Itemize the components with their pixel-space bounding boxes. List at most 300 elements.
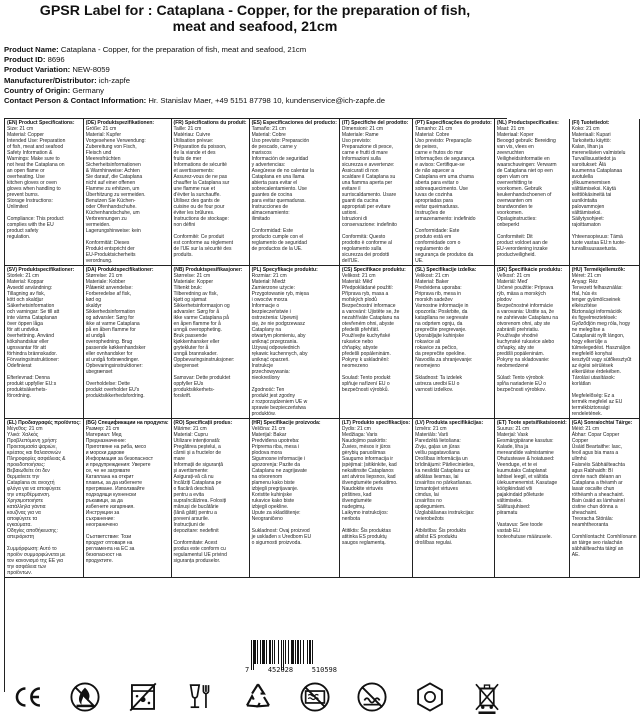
spec-cell-line: Säkerhetsinformation xyxy=(7,303,55,309)
spec-cell-line: non défini xyxy=(173,222,196,228)
spec-cell-line: Uzglabāšanas instrukcijas: xyxy=(415,510,475,516)
spec-cell-line: mořských plodů xyxy=(341,297,377,303)
spec-cell-line: appropriati per evitare xyxy=(341,204,391,210)
spec-cell-line: conformidade com o xyxy=(415,240,461,246)
spec-cell-line: vastab ELi xyxy=(496,528,521,534)
spec-cell-line: lahtisel leegil, et vältida xyxy=(496,474,549,480)
spec-cell-line: atklātas liesmas, lai xyxy=(415,474,459,480)
spec-cell-line: carne e frutos do mar xyxy=(415,150,463,156)
spec-cell-line: az égési sérülések xyxy=(571,363,614,369)
spec-cell-line: kuchynské rukavice alebo xyxy=(496,339,555,345)
spec-cell-line: sicurezza dei prodotti xyxy=(341,252,390,258)
spec-cell-line: την ασφάλεια των xyxy=(7,564,47,570)
spec-cell-line: otevřeném ohni, abyste xyxy=(341,321,394,327)
spec-cell-line: Vastavus: See toode xyxy=(496,522,543,528)
spec-cell xyxy=(172,119,250,266)
spec-cell-line: Navodila za shranjevanje: xyxy=(415,357,473,363)
spec-cell-line: unngå brannskader. xyxy=(173,351,218,357)
spec-cell-line: zeevruchten xyxy=(496,150,525,156)
spec-cell-line: uniknąć przegrzania. xyxy=(251,339,298,345)
spec-cell-line: neribota xyxy=(341,516,360,522)
spec-cell-line: Naudokite virtuvės xyxy=(341,486,384,492)
spec-cell-line: rukavice kako biste xyxy=(251,498,295,504)
spec-cell-line: keukenhandschoenen of xyxy=(496,192,552,198)
spec-cell-line: Safety Information & xyxy=(7,150,53,156)
spec-cell-line: spĺňa nariadenie EÚ o xyxy=(496,381,547,387)
spec-cell-line: kjøkkenhansker eller xyxy=(173,339,220,345)
spec-cell-line: kökshandskar eller xyxy=(7,339,49,345)
spec-cell-line: Používajte vhodné xyxy=(496,333,538,339)
spec-cell-line: zabránili prehriatiu. xyxy=(496,327,540,333)
spec-cell-line: Verbrennungen zu xyxy=(85,216,127,222)
spec-cell-line: Χρησιμοποιήστε xyxy=(7,498,44,504)
spec-cell-line: välttämiseksi. xyxy=(571,210,602,216)
spec-cell-line: Veličina: 21 cm xyxy=(251,426,286,432)
spec-cell-line: Cataplana en una llama xyxy=(251,174,305,180)
spec-cell-line: ovenwanten om xyxy=(496,198,533,204)
spec-cell-heading: (IT) Specifiche del prodotto: xyxy=(341,120,409,126)
spec-cell-line: kød og xyxy=(85,297,102,303)
spec-cell-line: Material: Cupru xyxy=(173,432,208,438)
spec-cell-line: och varningar: Se till att xyxy=(7,309,60,315)
spec-cell-line: almacenamiento: xyxy=(251,210,290,216)
spec-cell-line: grytekluter for å xyxy=(173,345,209,351)
spec-cell-line: supraîncălzirea. Folosiți xyxy=(173,498,227,504)
spec-cell-line: Zgodność: Ten xyxy=(251,387,285,393)
spec-cell-line: Produkt entspricht der xyxy=(85,246,135,252)
spec-cell-line: κουζίνας για να xyxy=(7,510,41,516)
spec-cell-line: προειδοποιήσεις: xyxy=(7,462,46,468)
spec-cell-line: dell'UE. xyxy=(341,258,359,264)
spec-cell-line: avotulella xyxy=(571,174,593,180)
spec-cell-line: chňapky, abyste xyxy=(341,345,378,351)
spec-cell-line: ubegrænset xyxy=(85,369,113,375)
spec-cell-line: rękawic kuchennych, aby xyxy=(251,351,308,357)
spec-cell-heading: (FI) Tuotetiedot: xyxy=(571,120,610,126)
spec-cell-line: Størrelse: 21 cm xyxy=(173,273,211,279)
spec-cell-line: o flacără deschisă xyxy=(173,486,214,492)
spec-cell-line: ylikuumenemisen xyxy=(571,180,611,186)
spec-cell-line: съхранение: xyxy=(85,516,115,522)
spec-cell-line: rýb, mäsa a morských xyxy=(496,291,546,297)
spec-cell-line: θερμαίνετε την xyxy=(7,474,40,480)
spec-cell-line: splňuje nařízení EU o xyxy=(341,381,390,387)
spec-cell-line: Conformité: Ce produit xyxy=(173,234,224,240)
spec-cell-line: Tárolási utasítások: xyxy=(571,375,616,381)
spec-cell-heading: (NB) Produktspesifikasjoner: xyxy=(173,267,243,273)
spec-cell-line: evitar queimaduras. xyxy=(415,204,460,210)
spec-cell-line: surriscaldamento. Usare xyxy=(341,192,397,198)
spec-cell-line: pajakindaid põletuste xyxy=(496,492,544,498)
country-of-origin-row: Country of Origin: Germany xyxy=(4,85,104,95)
spec-cell-line: Turvallisuustiedot ja xyxy=(571,156,616,162)
spec-cell-heading: (LT) Produkto specifikacijos: xyxy=(341,420,411,426)
spec-cell-line: bezpečnosti výrobků. xyxy=(341,387,389,393)
spec-cell-line: ülekuumenemist. Kasutage xyxy=(496,480,558,486)
spec-cell-line: Mărime: 21 cm xyxy=(173,426,207,432)
spec-cell-line: Conformitate: Acest xyxy=(173,540,218,546)
spec-cell-heading: (SL) Specifikacije izdelka: xyxy=(415,267,477,273)
spec-cell-line: producto cumple con el xyxy=(251,234,304,240)
spec-cell-line: Warnings: Make sure to xyxy=(7,156,60,162)
spec-cell-line: cărnii și a fructelor de xyxy=(173,450,222,456)
spec-cell-line: ustioni. xyxy=(341,210,358,216)
spec-cell-line: nekaitinsite Cataplanos xyxy=(341,468,394,474)
spec-cell-line: κρέατος και θαλασσινών xyxy=(7,450,61,456)
spec-cell-line: produs este conform cu xyxy=(173,546,226,552)
spec-cell-line: köögikindaid või xyxy=(496,486,533,492)
spec-cell-heading: (PL) Specyfikacje produktu: xyxy=(251,267,318,273)
spec-cell-line: Používejte kuchyňské xyxy=(341,333,391,339)
spec-cell-line: Størrelse: 21 cm xyxy=(85,273,123,279)
spec-cell-line: Utilisation prévue: xyxy=(173,138,214,144)
food-safe-glass-fork-icon xyxy=(182,679,218,715)
spec-cell-line: oppfyller EUs xyxy=(173,381,204,387)
spec-cell-line: open vlam om xyxy=(496,174,529,180)
spec-cell-line: kjøtt og sjømat xyxy=(173,297,207,303)
spec-cell-line: éviter les brûlures. xyxy=(173,210,215,216)
spec-cell-line: Material: Baker xyxy=(415,279,449,285)
spec-cell-line: Размер: 21 cm xyxy=(85,426,120,432)
spec-cell-line: siguranța produselor. xyxy=(173,558,221,564)
spec-cell-heading: (ES) Especificaciones del producto: xyxy=(251,120,337,126)
spec-cell-line: Приготвяне на риба, месо xyxy=(85,444,147,450)
spec-cell-line: para evitar quemaduras. xyxy=(251,198,306,204)
spec-cell-line: и предупреждения: Уверете xyxy=(85,462,151,468)
spec-cell-line: EU-verordening inzake xyxy=(496,246,548,252)
spec-cell-line: a varování: Ujistěte se, že xyxy=(341,309,400,315)
spec-cell-line: voorkomen. Gebruik xyxy=(496,186,542,192)
spec-cell-line: Priprema riba, mesa i xyxy=(251,444,300,450)
spec-cell-line: Opbevaringsinstruktioner: xyxy=(85,363,143,369)
spec-cell-line: се, че не загрявате xyxy=(85,468,131,474)
spec-cell-line: product voldoet aan de xyxy=(496,240,548,246)
spec-cell xyxy=(570,266,640,419)
spec-cell-line: över öppen låga xyxy=(7,321,43,327)
spec-cell xyxy=(250,419,340,578)
spec-cell-line: Προβλεπόμενη χρήση: xyxy=(7,438,58,444)
spec-cell-line: otvorenom ohni, aby ste xyxy=(496,321,551,327)
spec-cell-line: Προετοιμασία ψαριών, xyxy=(7,444,57,450)
spec-cell-line: tuote vastaa EU:n tuote- xyxy=(571,240,626,246)
spec-cell-line: κατάλληλα γάντια xyxy=(7,504,46,510)
spec-cell-line: of fish, meat and seafood xyxy=(7,144,64,150)
spec-cell-line: at undgå forbrændinger. xyxy=(85,357,140,363)
barcode-digits xyxy=(245,666,337,674)
spec-cell-line: de Cataplana niet op een xyxy=(496,168,553,174)
spec-cell-line: Förvaringsinstruktioner: xyxy=(7,357,60,363)
spec-cell-line: Materiale: Rame xyxy=(341,132,379,138)
spec-cell-heading: (CS) Specifikace produktu: xyxy=(341,267,406,273)
spec-cell-line: Eesmärgipärane kasutus: xyxy=(496,438,554,444)
spec-cell-line: en åpen flamme for å xyxy=(173,321,221,327)
spec-cell-line: Anyag: Réz xyxy=(571,279,598,285)
recycling-icon xyxy=(240,679,276,715)
spec-cell-line: (lână gătit) pentru a xyxy=(173,510,217,516)
spec-cell-line: neamhtheoranta xyxy=(571,522,609,528)
spec-cell-line: Conformiteit: Dit xyxy=(496,234,533,240)
spec-cell-line: Atbilstība: Šis produkts xyxy=(415,528,467,534)
spec-cell-line: neomezeno xyxy=(341,363,369,369)
spec-cell-line: conservazione: indefinito xyxy=(341,222,397,228)
label-title xyxy=(0,3,510,35)
spec-cell-line: an open flame or xyxy=(7,168,45,174)
spec-cell-line: voorkomen. xyxy=(496,210,523,216)
spec-cell-line: Utilisez des gants de xyxy=(173,198,220,204)
spec-cell-line: hogy elkerülje a xyxy=(571,339,607,345)
spec-cell-line: Méret: 21 cm xyxy=(571,273,601,279)
spec-cell-line: i owoców morza xyxy=(251,297,288,303)
language-specifications-grid xyxy=(4,118,637,692)
spec-cell-heading: (FR) Spécifications du produit: xyxy=(173,120,247,126)
spec-cell-line: turvallisuusasetusta. xyxy=(571,246,618,252)
spec-cell-line: Sukladnost: Ovaj proizvod xyxy=(251,528,310,534)
spec-cell-line: preveni arsurile. xyxy=(173,516,210,522)
spec-cell-line: regulamento de xyxy=(415,246,450,252)
spec-cell-line: Storlek: 21 cm xyxy=(7,273,39,279)
spec-cell-line: d'éviter la surchauffe. xyxy=(173,192,221,198)
spec-cell-line: Ábhar: Copar Copper xyxy=(571,432,620,438)
spec-cell-line: Tilberedning av fisk, xyxy=(173,291,218,297)
spec-cell-line: segurança de produtos da xyxy=(415,252,474,258)
spec-cell-line: Varnostne informacije in xyxy=(415,303,469,309)
spec-cell-line: Medžiaga: Varis xyxy=(341,432,378,438)
spec-cell-line: Matériau: Cuivre xyxy=(173,132,211,138)
spec-cell-line: Préparation du poisson, xyxy=(173,144,227,150)
spec-cell xyxy=(413,119,495,266)
spec-cell-line: Bezpečnostné informácie xyxy=(496,303,553,309)
spec-cell-line: Rozmiar: 21 cm xyxy=(251,273,287,279)
spec-cell-line: Instruções de xyxy=(415,210,446,216)
spec-cell-line: kitchen gloves or oven xyxy=(7,180,57,186)
spec-cell-line: velšu pagatavošana xyxy=(415,450,460,456)
spec-cell-heading: (SV) Produktspecifikationer: xyxy=(7,267,75,273)
spec-cell-line: Vorgesehene Verwendung: xyxy=(85,138,146,144)
spec-cell-line: Uso previsto: Preparación xyxy=(251,138,310,144)
spec-cell-line: Dydis: 21 cm xyxy=(341,426,371,432)
spec-cell-line: y advertencias: xyxy=(251,162,286,168)
spec-cell-line: morskih sadežev xyxy=(415,297,453,303)
spec-cell-line: Assicurati di non xyxy=(341,168,379,174)
weee-bin-icon xyxy=(469,679,505,715)
spec-cell-line: Cataplanát nyílt lángon, xyxy=(571,333,625,339)
spec-cell-line: oververhitting te xyxy=(496,180,533,186)
spec-cell-line: at undgå xyxy=(85,333,106,339)
spec-cell-line: brīdinājumi: Pārliecinieties, xyxy=(415,462,475,468)
spec-cell-line: Informacje o xyxy=(251,303,280,309)
spec-cell-line: Materiál: Meď xyxy=(496,279,528,285)
spec-cell-line: předešli přehřátí. xyxy=(341,327,380,333)
spec-cell-line: merenelävien valmistelu xyxy=(571,150,626,156)
spec-cell-line: vermeiden. xyxy=(85,222,111,228)
spec-cell-line: opozorila: Poskrbite, da xyxy=(415,309,468,315)
spec-cell-line: gloves when handling to xyxy=(7,186,61,192)
spec-cell-line: elkészítése xyxy=(571,303,597,309)
spec-cell-line: Ohutusteave & hoiatused: xyxy=(496,456,555,462)
spec-cell-line: Uso previsto: Preparação xyxy=(415,138,472,144)
spec-cell-line: prodotto è conforme al xyxy=(341,240,392,246)
spec-cell-line: Samsvar: Dette produktet xyxy=(173,375,231,381)
spec-cell-line: φλόγα για να αποφύγετε xyxy=(7,486,61,492)
spec-cell-line: Upute za skladištenje: xyxy=(251,510,301,516)
spec-cell xyxy=(172,419,250,578)
spec-cell-line: Uso previsto: xyxy=(341,138,372,144)
ce-mark-icon xyxy=(10,679,46,715)
spec-cell-line: plamenu kako biste xyxy=(251,480,295,486)
spec-cell-line: Lagerungshinweise: kein xyxy=(85,228,141,234)
spec-cell-line: Катаплана на открит xyxy=(85,474,134,480)
spec-cell-line: Méid: 21 cm xyxy=(571,426,599,432)
spec-cell-line: és figyelmeztetések: xyxy=(571,315,618,321)
spec-cell-line: varnosti izdelkov. xyxy=(415,387,454,393)
spec-cell-line: Uporabljajte kuhinjske xyxy=(415,333,465,339)
spec-cell-line: Materijal: Bakar xyxy=(251,432,287,438)
spec-cell-heading: (ET) Toote spetsifikatsioonid: xyxy=(496,420,567,426)
spec-cell-line: Veiligheidsinformatie en xyxy=(496,156,550,162)
spec-cell-line: się, że nie podgrzewasz xyxy=(251,321,305,327)
spec-cell xyxy=(84,266,172,419)
spec-cell-line: Flamme zu erhitzen, um xyxy=(85,186,140,192)
spec-cell-line: une flamme nue et xyxy=(173,186,215,192)
spec-cell-line: cuisine ou de four pour xyxy=(173,204,225,210)
spec-cell-line: εγκαύματα. xyxy=(7,522,32,528)
spec-cell-line: oder Ofenhandschuhe. xyxy=(85,204,137,210)
spec-cell-line: na odprtem ognju, da xyxy=(415,321,463,327)
spec-cell-line: e avisos: Certifique-se xyxy=(415,162,465,168)
spec-cell-line: produktsikkerhedsfordring. xyxy=(85,393,145,399)
spec-cell-line: przechowywania: xyxy=(251,369,290,375)
spec-cell-line: Izmantojiet virtuves xyxy=(415,486,458,492)
spec-cell xyxy=(495,419,570,578)
spec-cell-line: Información de seguridad xyxy=(251,156,309,162)
spec-cell-line: rendeletének. xyxy=(571,411,603,417)
spec-cell-line: evitare il xyxy=(341,186,361,192)
spec-cell-line: chňapky, aby ste xyxy=(496,345,534,351)
spec-cell xyxy=(570,419,640,578)
spec-cell-line: Naudojimo paskirtis: xyxy=(341,438,387,444)
spec-cell-line: a varovania: Uistite sa, že xyxy=(496,309,555,315)
spec-cell-heading: (DE) Produktspezifikationen: xyxy=(85,120,155,126)
spec-cell-line: Overholdelse: Dette xyxy=(85,381,130,387)
spec-cell-line: Materiaal: Koper xyxy=(496,132,534,138)
spec-cell-line: Faisnéis Sábháilteachta xyxy=(571,462,625,468)
spec-cell-line: Предназначение: xyxy=(85,438,127,444)
spec-cell-line: regolamento sulla xyxy=(341,246,382,252)
spec-cell-line: luvas de cozinha xyxy=(415,192,453,198)
spec-cell-line: sheachaint. xyxy=(571,510,598,516)
spec-cell-line: Pokyny na skladovanie: xyxy=(496,357,550,363)
spec-cell-line: Meeresfrüchten xyxy=(85,156,121,162)
spec-cell-line: på en åben flamme for xyxy=(85,327,136,333)
spec-cell-line: Sikkerhedsinformation xyxy=(85,309,136,315)
spec-cell-line: varoitukset: Älä xyxy=(571,162,606,168)
spec-cell-line: feoil agus bia mara a xyxy=(571,450,619,456)
spec-cell-line: plodova mora xyxy=(251,450,282,456)
spec-cell-line: mereandide valmistamine xyxy=(496,450,554,456)
spec-cell-line: nieokreślony xyxy=(251,375,280,381)
spec-cell-heading: (LV) Produkta specifikācijas: xyxy=(415,420,484,426)
spec-cell-line: Material: Cobre xyxy=(415,132,450,138)
spec-cell-line: Biztonsági információk xyxy=(571,309,622,315)
spec-cell-line: otwartym płomieniu, aby xyxy=(251,333,306,339)
spec-cell-line: sobreaquecimento. Use xyxy=(415,186,468,192)
spec-cell-line: inte värma Cataplanan xyxy=(7,315,58,321)
spec-cell-line: da preprečite opekline. xyxy=(415,351,466,357)
spec-cell-line: izbjegli pregrijavanje. xyxy=(251,486,299,492)
spec-cell-line: vältimiseks. xyxy=(496,498,523,504)
spec-cell-line: Predviđena upotreba: xyxy=(251,438,300,444)
spec-cell-line: Tervezett felhasználás: xyxy=(571,285,623,291)
spec-cell-line: Bezpečnostní informace xyxy=(341,303,396,309)
spec-cell-line: Bruk passende xyxy=(173,333,207,339)
spec-cell-line: Material: Copper xyxy=(7,132,44,138)
spec-cell-line: armazenamento: indefinido xyxy=(415,216,476,222)
spec-cell-line: Paredzētā lietošana: xyxy=(415,438,461,444)
spec-cell-line: ne melegítse a xyxy=(571,327,605,333)
spec-cell-line: produktów. xyxy=(251,411,276,417)
spec-cell-line: įspėjimai: Įsitikinkite, kad xyxy=(341,462,397,468)
spec-cell-heading: (HR) Specifikacije proizvoda: xyxy=(251,420,321,426)
spec-cell-line: Skladnost: Ta izdelek xyxy=(415,375,463,381)
spec-cell-line: reglamento de seguridad xyxy=(251,240,307,246)
spec-cell-line: Säilitusjuhised: xyxy=(496,504,531,510)
spec-cell-line: uniknąć oparzeń. xyxy=(251,357,290,363)
spec-cell xyxy=(340,266,413,419)
barcode-digits-left: 452028 xyxy=(267,666,294,674)
spec-cell-line: Size: 21 cm xyxy=(7,126,34,132)
spec-cell-line: ullmhú xyxy=(571,456,587,462)
spec-cell xyxy=(340,419,413,578)
spec-cell-line: Informații de siguranță xyxy=(173,462,224,468)
spec-cell-line: избегнете изгаряния. xyxy=(85,504,135,510)
spec-cell-line: neobmedzené xyxy=(496,363,529,369)
spec-cell-line: fruits de mer xyxy=(173,156,202,162)
spec-cell-line: ubegrenset xyxy=(173,363,199,369)
spec-cell-line: kesztyűt vagy sütőkesztyűt xyxy=(571,357,632,363)
spec-cell-line: overophedning. Brug xyxy=(85,339,133,345)
spec-cell-line: et avertissements: xyxy=(173,168,215,174)
spec-cell-line: Velikost: 21 cm xyxy=(341,273,376,279)
spec-cell-line: Maat: 21 cm xyxy=(496,126,525,132)
symbol-row xyxy=(10,677,505,717)
spec-cell-line: sprawie bezpieczeństwa xyxy=(251,405,306,411)
spec-cell-line: lasair oscailte chun xyxy=(571,486,615,492)
spec-cell-line: Sikkerhetsinformasjon og xyxy=(173,303,230,309)
spec-cell-line: brandwonden te xyxy=(496,204,533,210)
spec-cell-line: Copper xyxy=(571,438,589,444)
barcode-bar xyxy=(313,640,314,664)
spec-cell-line: tooteohutuse määrusele. xyxy=(496,534,552,540)
spec-cell-line: keittiökäsineitä tai xyxy=(571,192,612,198)
spec-cell-line: rokavice za pečico, xyxy=(415,345,458,351)
spec-cell-line: & Warnhinweise: Achten xyxy=(85,168,140,174)
spec-cell-line: scaldare il Cataplana su xyxy=(341,174,396,180)
spec-cell-line: de peixes, xyxy=(415,144,438,150)
spec-cell-line: την υπερθέρμανση. xyxy=(7,492,51,498)
spec-cell-line: Saugumo informacija ir xyxy=(341,456,394,462)
spec-cell-line: neomejeno xyxy=(415,363,440,369)
spec-cell-line: Sigurnosne informacije i xyxy=(251,456,305,462)
spec-cell-line: produktsikkerhets- xyxy=(173,387,215,393)
spec-cell-line: korlátlan xyxy=(571,381,591,387)
spec-cell-line: Určené použitie: Príprava xyxy=(496,285,554,291)
spec-cell-line: Przygotowanie ryb, mięsa xyxy=(251,291,309,297)
spec-cell-line: predišli popáleninám. xyxy=(496,351,545,357)
spec-cell-line: Storage Instructions: xyxy=(7,198,53,204)
spec-cell xyxy=(5,266,84,419)
spec-cell-line: na otvorenom xyxy=(251,474,283,480)
spec-cell-line: Velikost: 21 cm xyxy=(415,273,449,279)
